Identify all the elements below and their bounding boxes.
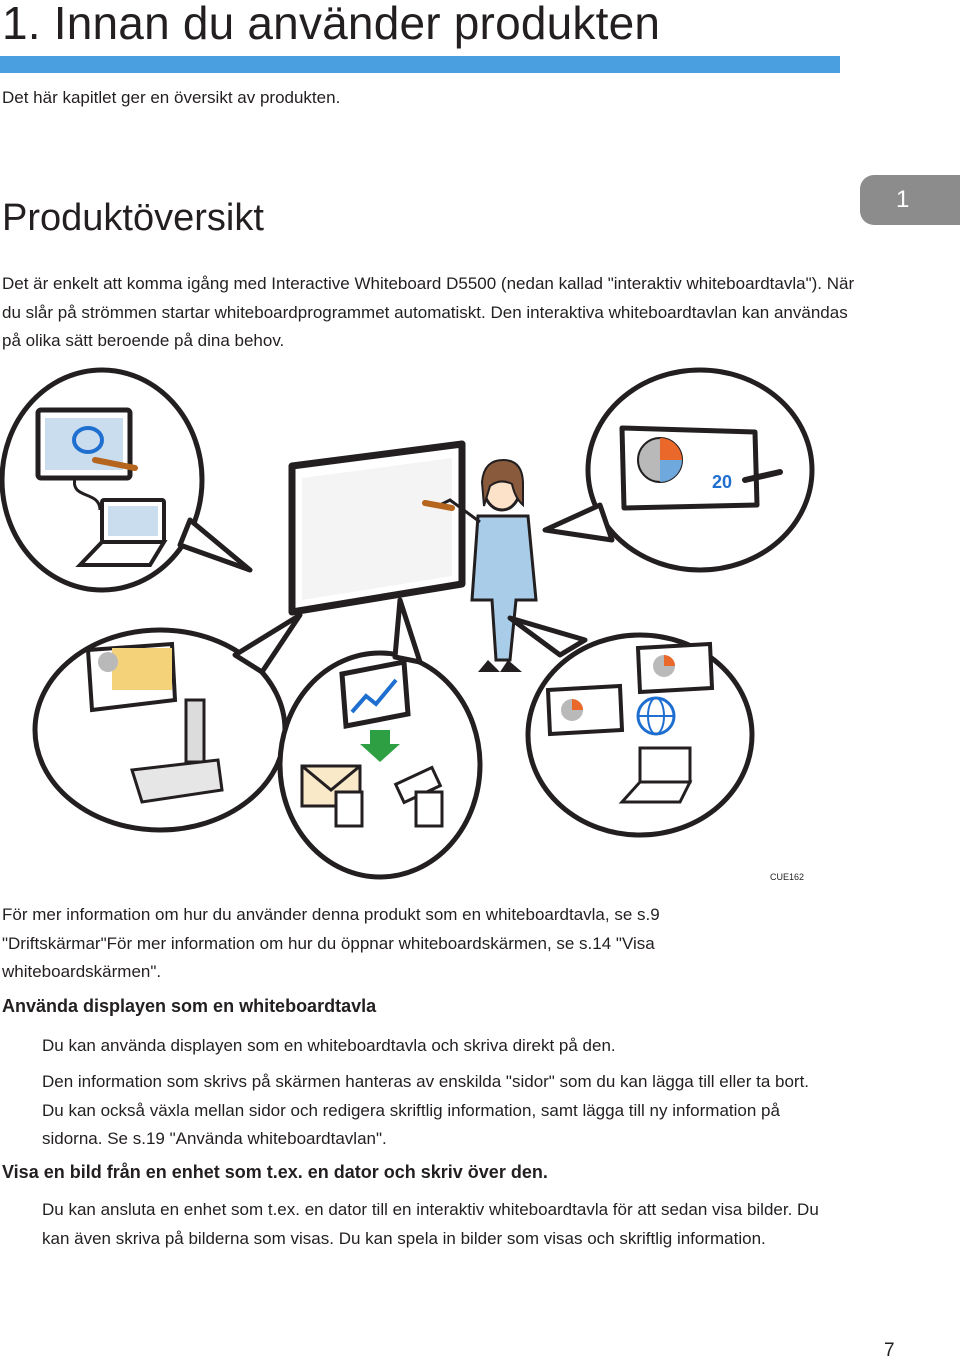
bubble-network-share: [510, 618, 752, 835]
page-number: 7: [884, 1340, 895, 1361]
show-image-para: Du kan ansluta en enhet som t.ex. en dator till en interaktiv whiteboardtavla för att sedan visa bilder. Du kan även skriva på bilderna som visas. Du kan spela in bilder som visas och skriftlig information.: [42, 1200, 819, 1248]
bubble-save-share: [280, 600, 480, 877]
bubble-document-camera: [35, 615, 300, 830]
whiteboard-para-2: Den information som skrivs på skärmen hanteras av enskilda "sidor" som du kan lägga till eller ta bort. Du kan också växla mellan sidor och redigera skriftlig information, samt lägga till ny information på sidorna. Se s.19 "Använda whiteboardtavlan".: [42, 1072, 810, 1148]
whiteboard-para-1: Du kan använda displayen som en whiteboardtavla och skriva direkt på den.: [42, 1036, 616, 1055]
chapter-intro: Det här kapitlet ger en översikt av produkten.: [2, 88, 341, 107]
more-info-text: För mer information om hur du använder denna produkt som en whiteboardtavla, se s.9 "Driftskärmar"För mer information om hur du öppnar whiteboardskärmen, se s.14 "Visa whiteboardskärmen".: [2, 905, 660, 981]
laptop-icon: [640, 748, 690, 782]
heading-use-as-whiteboard: Använda displayen som en whiteboardtavla: [2, 996, 377, 1016]
camera-arm-icon: [186, 700, 204, 762]
chapter-tab: 1: [860, 175, 960, 225]
product-usage-illustration: [0, 360, 960, 880]
section-intro: Det är enkelt att komma igång med Interactive Whiteboard D5500 (nedan kallad "interaktiv whiteboardtavla"). När du slår på strömmen startar whiteboardprogrammet automatiskt. Den interaktiva whiteboardtavlan kan användas på olika sätt beroende på dina behov.: [2, 274, 855, 350]
figure-code: CUE162: [770, 872, 805, 882]
center-whiteboard: [292, 444, 462, 612]
annotation-20: 20: [712, 472, 733, 492]
chart-screen-icon: [342, 662, 408, 726]
bubble-write-on-screen: [2, 370, 250, 590]
bubble-annotate-chart: [545, 370, 812, 570]
chapter-title: 1. Innan du använder produkten: [2, 0, 661, 49]
chapter-accent-bar: [0, 56, 840, 73]
heading-show-image: Visa en bild från en enhet som t.ex. en dator och skriv över den.: [2, 1162, 548, 1182]
section-title: Produktöversikt: [2, 197, 264, 239]
